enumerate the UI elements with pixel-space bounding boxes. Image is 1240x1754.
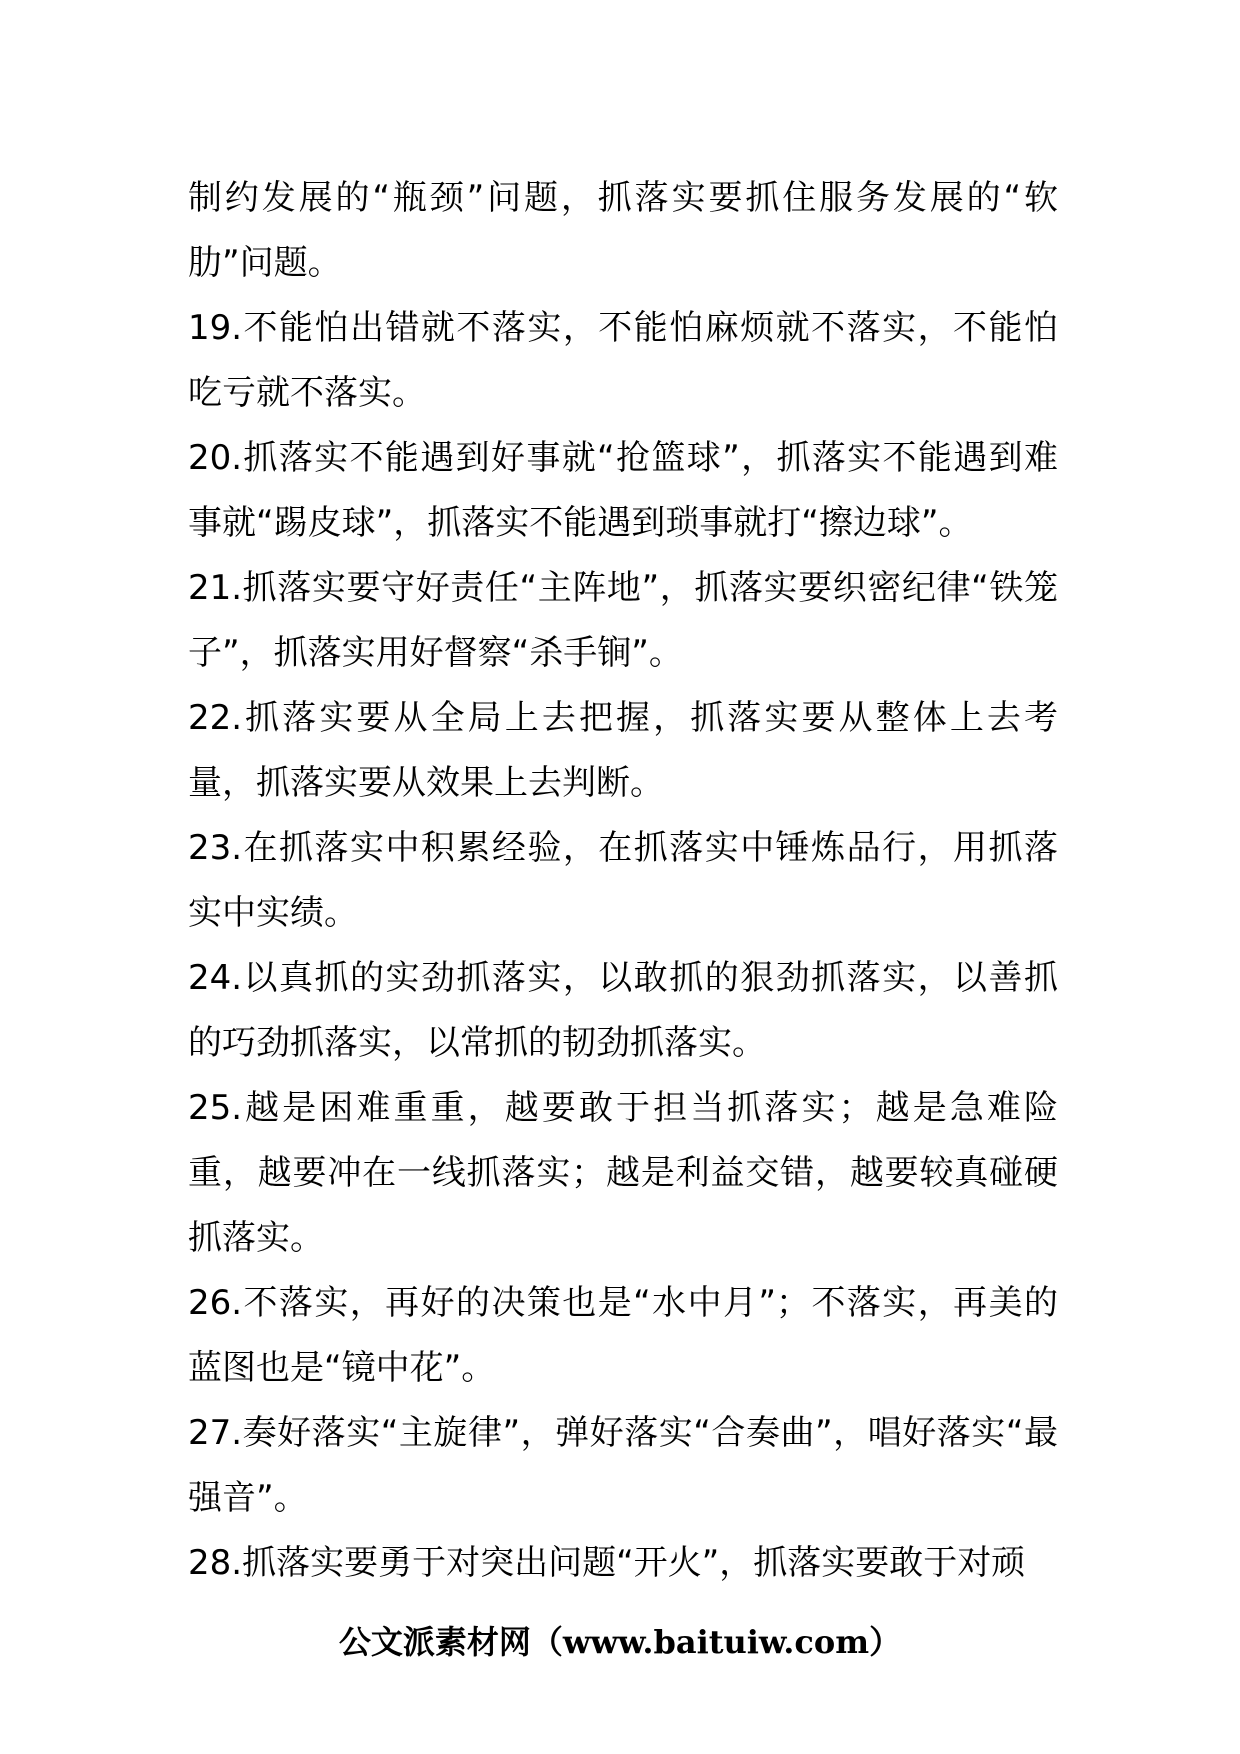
paragraph: 19.不能怕出错就不落实，不能怕麻烦就不落实，不能怕吃亏就不落实。 bbox=[188, 308, 1058, 413]
paragraph: 制约发展的“瓶颈”问题，抓落实要抓住服务发展的“软肋”问题。 bbox=[188, 178, 1058, 283]
paragraph: 24.以真抓的实劲抓落实，以敢抓的狠劲抓落实，以善抓的巧劲抓落实，以常抓的韧劲抓落实。 bbox=[188, 958, 1058, 1063]
paragraph: 23.在抓落实中积累经验，在抓落实中锤炼品行，用抓落实中实绩。 bbox=[188, 828, 1058, 933]
page-footer: 公文派素材网（www.baituiw.com） bbox=[338, 1623, 902, 1661]
paragraph: 22.抓落实要从全局上去把握，抓落实要从整体上去考量，抓落实要从效果上去判断。 bbox=[188, 698, 1058, 803]
paragraph: 25.越是困难重重，越要敢于担当抓落实；越是急难险重，越要冲在一线抓落实；越是利益交错，越要较真碰硬抓落实。 bbox=[188, 1088, 1058, 1258]
paragraph: 27.奏好落实“主旋律”，弹好落实“合奏曲”，唱好落实“最强音”。 bbox=[188, 1413, 1058, 1518]
paragraph: 20.抓落实不能遇到好事就“抢篮球”，抓落实不能遇到难事就“踢皮球”，抓落实不能遇到琐事就打“擦边球”。 bbox=[188, 438, 1058, 543]
paragraph: 26.不落实，再好的决策也是“水中月”；不落实，再美的蓝图也是“镜中花”。 bbox=[188, 1283, 1058, 1388]
paragraph: 28.抓落实要勇于对突出问题“开火”，抓落实要敢于对顽 bbox=[188, 1543, 1026, 1583]
document-body bbox=[188, 166, 1058, 1596]
paragraph: 21.抓落实要守好责任“主阵地”，抓落实要织密纪律“铁笼子”，抓落实用好督察“杀手锏”。 bbox=[188, 568, 1058, 673]
